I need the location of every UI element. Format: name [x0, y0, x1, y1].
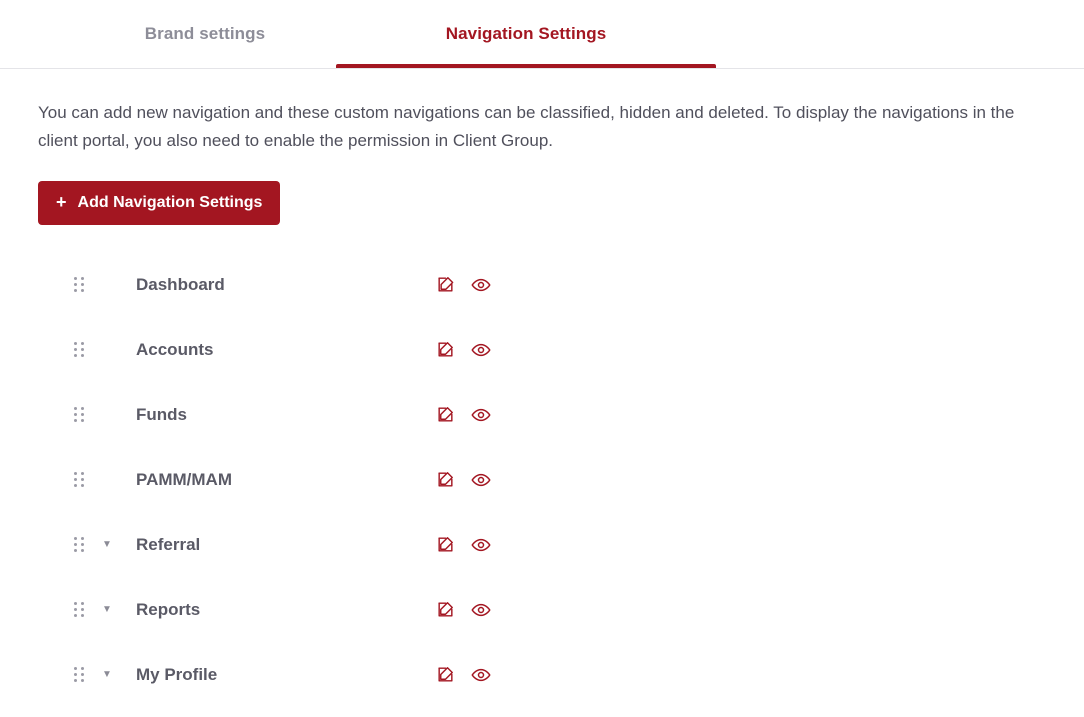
eye-icon[interactable]	[470, 404, 492, 426]
list-item-label: Funds	[136, 404, 187, 424]
eye-icon[interactable]	[470, 469, 492, 491]
eye-icon[interactable]	[470, 599, 492, 621]
list-item-actions	[434, 339, 492, 361]
add-navigation-settings-label: Add Navigation Settings	[77, 194, 263, 211]
chevron-down-icon[interactable]: ▼	[102, 604, 112, 615]
eye-icon[interactable]	[470, 274, 492, 296]
tab-navigation-settings-label: Navigation Settings	[445, 24, 607, 43]
drag-handle-icon[interactable]	[68, 667, 90, 682]
edit-icon[interactable]	[434, 469, 456, 491]
drag-handle-icon[interactable]	[68, 342, 90, 357]
list-item-actions	[434, 599, 492, 621]
edit-icon[interactable]	[434, 534, 456, 556]
eye-icon[interactable]	[470, 534, 492, 556]
drag-handle-icon[interactable]	[68, 472, 90, 487]
edit-icon[interactable]	[434, 274, 456, 296]
list-item-actions	[434, 404, 492, 426]
list-item[interactable]	[38, 252, 1046, 317]
list-item[interactable]	[38, 642, 1046, 707]
list-item-label: Dashboard	[136, 274, 225, 294]
list-item-actions	[434, 469, 492, 491]
list-item[interactable]	[38, 317, 1046, 382]
list-item-label: Reports	[136, 599, 201, 619]
navigation-items-list	[38, 252, 1046, 707]
list-item[interactable]	[38, 577, 1046, 642]
edit-icon[interactable]	[434, 404, 456, 426]
list-item-label: PAMM/MAM	[136, 469, 232, 489]
drag-handle-icon[interactable]	[68, 537, 90, 552]
edit-icon[interactable]	[434, 599, 456, 621]
edit-icon[interactable]	[434, 339, 456, 361]
settings-tabbar	[0, 0, 1084, 69]
panel-description: You can add new navigation and these custom navigations can be classified, hidden and deleted. To display the navigations in the client portal, you also need to enable the permission in Client Group.	[38, 103, 1015, 150]
list-item-label: Referral	[136, 534, 201, 554]
add-navigation-settings-button[interactable]	[38, 181, 280, 225]
drag-handle-icon[interactable]	[68, 602, 90, 617]
list-item-label: My Profile	[136, 664, 218, 684]
eye-icon[interactable]	[470, 339, 492, 361]
edit-icon[interactable]	[434, 664, 456, 686]
list-item[interactable]	[38, 382, 1046, 447]
list-item-actions	[434, 274, 492, 296]
tab-brand-settings-label: Brand settings	[144, 24, 266, 43]
list-item-actions	[434, 664, 492, 686]
drag-handle-icon[interactable]	[68, 277, 90, 292]
chevron-down-icon[interactable]: ▼	[102, 669, 112, 680]
list-item[interactable]	[38, 447, 1046, 512]
tab-navigation-settings[interactable]	[336, 0, 716, 68]
plus-icon: +	[56, 192, 67, 212]
tab-brand-settings[interactable]	[74, 0, 336, 68]
eye-icon[interactable]	[470, 664, 492, 686]
navigation-settings-panel	[0, 69, 1084, 707]
drag-handle-icon[interactable]	[68, 407, 90, 422]
list-item-actions	[434, 534, 492, 556]
list-item[interactable]	[38, 512, 1046, 577]
list-item-label: Accounts	[136, 339, 214, 359]
chevron-down-icon[interactable]: ▼	[102, 539, 112, 550]
